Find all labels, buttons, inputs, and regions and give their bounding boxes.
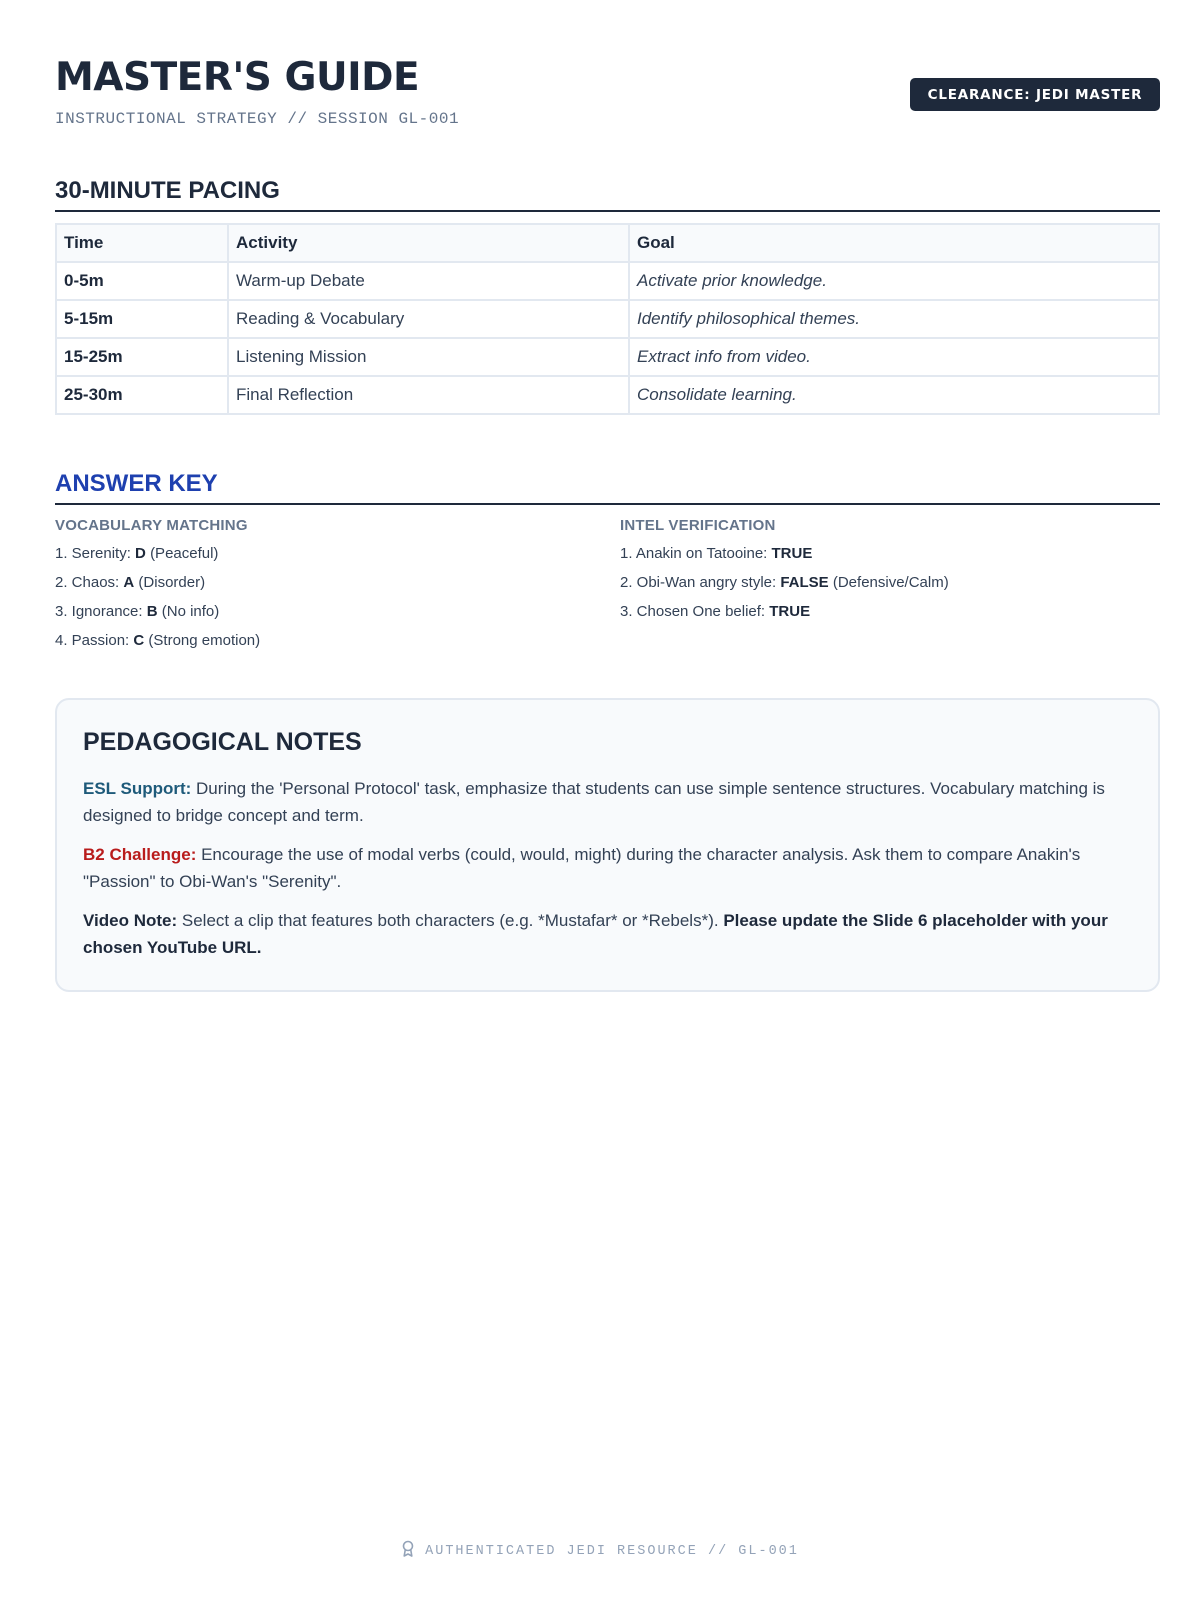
page-title: MASTER'S GUIDE bbox=[55, 55, 420, 100]
answer-value: C bbox=[133, 632, 145, 649]
answer-prefix: 3. Chosen One belief: bbox=[620, 603, 766, 620]
time-cell: 15-25m bbox=[56, 338, 228, 376]
video-note-emphasis: Please update the Slide 6 placeholder with your chosen YouTube URL. bbox=[83, 911, 1108, 957]
activity-cell: Listening Mission bbox=[228, 338, 629, 376]
footer-text: AUTHENTICATED JEDI RESOURCE // GL-001 bbox=[425, 1544, 799, 1559]
answer-value: FALSE bbox=[780, 574, 829, 591]
pedagogical-notes-card bbox=[55, 698, 1160, 992]
answer-note: (Strong emotion) bbox=[148, 632, 261, 649]
b2-challenge-note bbox=[83, 841, 1132, 895]
video-note bbox=[83, 907, 1132, 961]
answer-prefix: 1. Serenity: bbox=[55, 545, 131, 562]
answer-line bbox=[620, 603, 1160, 632]
answer-prefix: 1. Anakin on Tatooine: bbox=[620, 545, 768, 562]
answer-line bbox=[55, 574, 615, 603]
answer-note: (No info) bbox=[161, 603, 220, 620]
time-cell: 5-15m bbox=[56, 300, 228, 338]
goal-cell: Extract info from video. bbox=[629, 338, 1159, 376]
answer-note: (Disorder) bbox=[138, 574, 206, 591]
table-header-row bbox=[56, 224, 1159, 262]
answer-value: TRUE bbox=[769, 603, 811, 620]
esl-support-label: ESL Support: bbox=[83, 779, 192, 798]
vocabulary-matching-column bbox=[55, 517, 615, 661]
goal-cell: Activate prior knowledge. bbox=[629, 262, 1159, 300]
intel-verification-column bbox=[620, 517, 1160, 632]
document-page bbox=[55, 0, 1160, 957]
footer bbox=[0, 1540, 1200, 1563]
goal-cell: Identify philosophical themes. bbox=[629, 300, 1159, 338]
video-note-text: Select a clip that features both characters (e.g. *Mustafar* or *Rebels*). bbox=[181, 911, 719, 930]
answer-value: TRUE bbox=[771, 545, 813, 562]
table-row bbox=[56, 376, 1159, 414]
answer-prefix: 2. Chaos: bbox=[55, 574, 120, 591]
b2-challenge-label: B2 Challenge: bbox=[83, 845, 197, 864]
activity-cell: Reading & Vocabulary bbox=[228, 300, 629, 338]
time-cell: 25-30m bbox=[56, 376, 228, 414]
esl-support-note bbox=[83, 775, 1132, 829]
intel-verification-heading: INTEL VERIFICATION bbox=[620, 517, 776, 534]
table-row bbox=[56, 338, 1159, 376]
answer-value: D bbox=[135, 545, 146, 562]
pacing-table bbox=[55, 223, 1160, 415]
answer-prefix: 2. Obi-Wan angry style: bbox=[620, 574, 777, 591]
column-header-activity: Activity bbox=[228, 224, 629, 262]
table-row bbox=[56, 300, 1159, 338]
pacing-section-title: 30-MINUTE PACING bbox=[55, 177, 1160, 212]
answer-prefix: 3. Ignorance: bbox=[55, 603, 143, 620]
award-icon bbox=[401, 1540, 415, 1563]
page-subtitle: INSTRUCTIONAL STRATEGY // SESSION GL-001 bbox=[55, 110, 460, 128]
column-header-goal: Goal bbox=[629, 224, 1159, 262]
answer-value: B bbox=[146, 603, 158, 620]
answer-line bbox=[620, 545, 1160, 574]
pedagogical-notes-title: PEDAGOGICAL NOTES bbox=[83, 728, 362, 756]
answer-line bbox=[55, 545, 615, 574]
esl-support-text: During the 'Personal Protocol' task, emphasize that students can use simple sentence structures. Vocabulary matching is designed to bridge concept and term. bbox=[83, 779, 1105, 825]
header bbox=[55, 0, 1160, 170]
answer-line bbox=[620, 574, 1160, 603]
b2-challenge-text: Encourage the use of modal verbs (could, would, might) during the character analysis. Ask them to compare Anakin's "Passion" to Obi-Wan's "Serenity". bbox=[83, 845, 1081, 891]
answer-line bbox=[55, 632, 615, 661]
answer-line bbox=[55, 603, 615, 632]
activity-cell: Final Reflection bbox=[228, 376, 629, 414]
column-header-time: Time bbox=[56, 224, 228, 262]
answer-prefix: 4. Passion: bbox=[55, 632, 130, 649]
answer-key-section-title: ANSWER KEY bbox=[55, 470, 1160, 505]
goal-cell: Consolidate learning. bbox=[629, 376, 1159, 414]
video-note-label: Video Note: bbox=[83, 911, 178, 930]
answer-value: A bbox=[123, 574, 135, 591]
answer-note: (Peaceful) bbox=[150, 545, 219, 562]
time-cell: 0-5m bbox=[56, 262, 228, 300]
table-row bbox=[56, 262, 1159, 300]
answer-note: (Defensive/Calm) bbox=[832, 574, 949, 591]
clearance-badge: CLEARANCE: JEDI MASTER bbox=[910, 78, 1160, 111]
activity-cell: Warm-up Debate bbox=[228, 262, 629, 300]
vocabulary-matching-heading: VOCABULARY MATCHING bbox=[55, 517, 248, 534]
